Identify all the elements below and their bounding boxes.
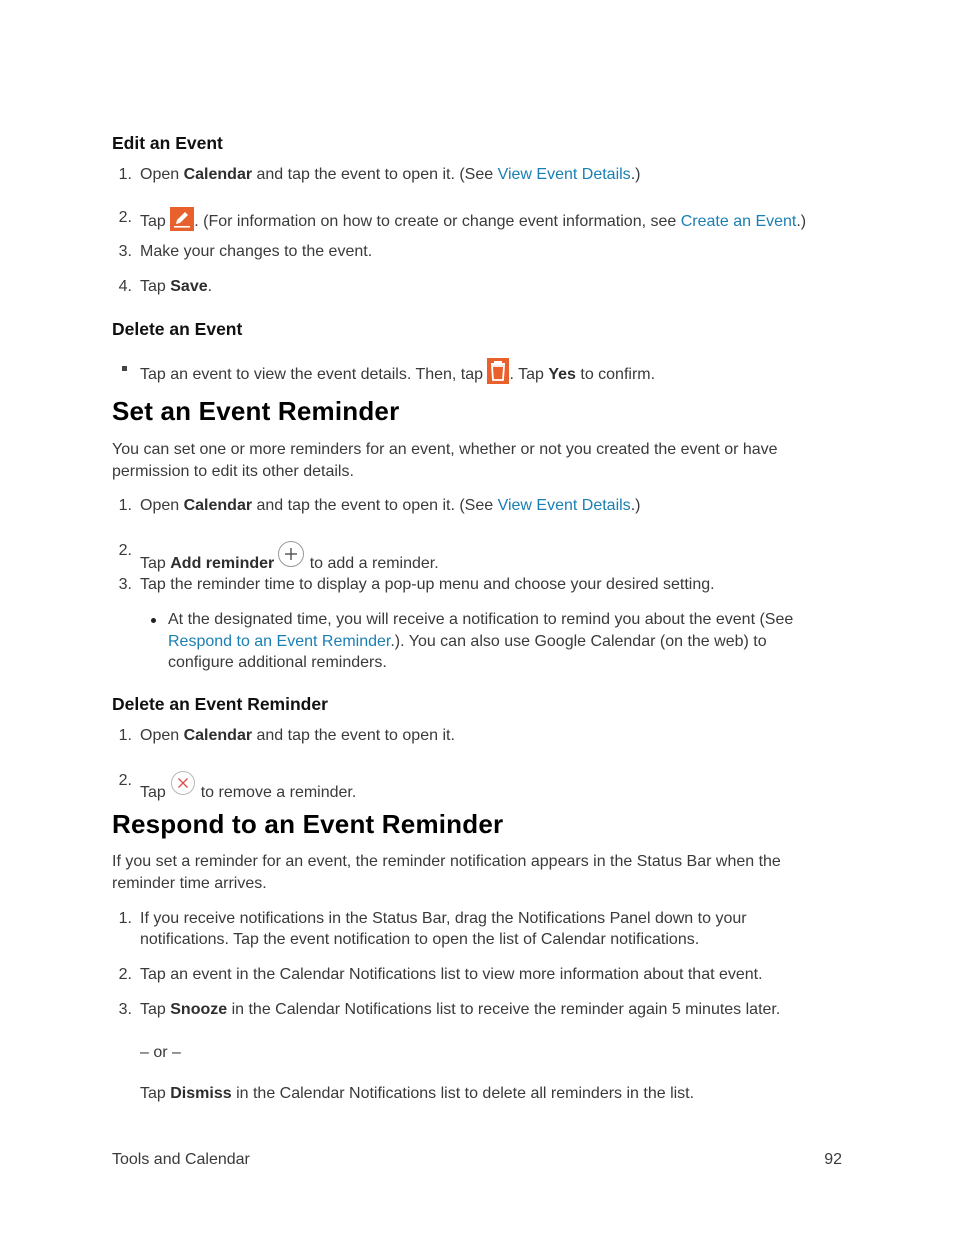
reminder-sub-line-2: Respond to an Event Reminder.). You can also use Google Calendar (on the web) to <box>168 633 767 650</box>
heading-edit-event: Edit an Event <box>112 133 223 153</box>
delete-event-bullet: Tap an event to view the event details. Then, tap . Tap Yes to confirm. <box>140 358 655 389</box>
heading-delete-event: Delete an Event <box>112 319 243 339</box>
link-view-event-details[interactable]: View Event Details <box>497 166 631 183</box>
heading-respond-event-reminder: Respond to an Event Reminder <box>112 809 504 839</box>
link-respond-to-event-reminder[interactable]: Respond to an Event Reminder <box>168 633 391 650</box>
heading-set-event-reminder: Set an Event Reminder <box>112 396 400 426</box>
round-bullet <box>151 618 156 623</box>
plus-circle-icon[interactable] <box>277 540 305 578</box>
square-bullet <box>122 366 127 371</box>
respond-alt-dismiss: Tap Dismiss in the Calendar Notifications list to delete all reminders in the list. <box>140 1085 695 1102</box>
trash-icon[interactable] <box>487 358 509 389</box>
reminder-sub-line-3: configure additional reminders. <box>168 654 387 671</box>
link-view-event-details[interactable]: View Event Details <box>497 497 631 514</box>
link-create-an-event[interactable]: Create an Event <box>680 213 797 230</box>
x-circle-icon[interactable] <box>170 770 196 807</box>
reminder-sub-line-1: At the designated time, you will receive a notification to remind you about the event (See <box>168 611 794 628</box>
reminder-intro-line-1: You can set one or more reminders for an event, whether or not you created the event or have <box>112 441 778 458</box>
footer-page-number: 92 <box>824 1151 842 1168</box>
heading-delete-event-reminder: Delete an Event Reminder <box>112 694 328 714</box>
footer-section-name: Tools and Calendar <box>112 1151 250 1168</box>
respond-intro-line-2: reminder time arrives. <box>112 875 267 892</box>
respond-intro-line-1: If you set a reminder for an event, the reminder notification appears in the Status Bar when the <box>112 853 781 870</box>
or-separator: – or – <box>140 1044 181 1061</box>
reminder-intro-line-2: permission to edit its other details. <box>112 463 354 480</box>
pencil-edit-icon[interactable] <box>170 207 194 236</box>
respond-step-1-line-2: notifications. Tap the event notification to open the list of Calendar notifications. <box>140 931 700 948</box>
